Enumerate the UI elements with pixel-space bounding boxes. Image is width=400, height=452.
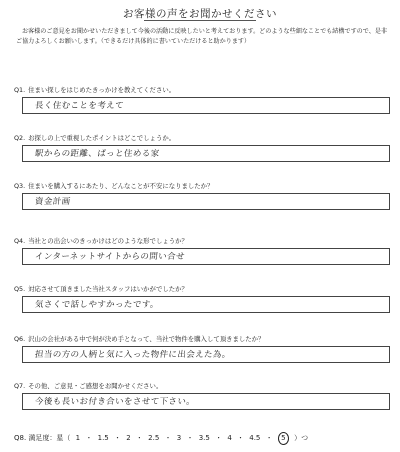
question-2 [14, 134, 392, 162]
rating-option[interactable]: 3.5 [198, 434, 210, 442]
question-3 [14, 182, 392, 210]
satisfaction-label: 満足度：星（ [28, 434, 71, 442]
question-6 [14, 335, 392, 363]
handwritten-answer: 長く住むことを考えて [34, 101, 125, 111]
question-text: 住まいを購入するにあたり、どんなことが不安になりましたか？ [28, 182, 214, 190]
question-1 [14, 86, 392, 114]
handwritten-answer: 駅からの距離、ぱっと住める家 [34, 149, 161, 159]
question-text: 沢山の会社がある中で何が決め手となって、当社で物件を購入して頂きましたか？ [28, 335, 265, 343]
answer-box[interactable] [22, 248, 390, 265]
question-number: Q4. [14, 237, 26, 245]
rating-option[interactable]: 2.5 [148, 434, 160, 442]
answer-box[interactable] [22, 145, 390, 162]
question-number: Q7. [14, 382, 26, 390]
title-underline [144, 20, 256, 21]
question-text: その他、ご意見・ご感想をお聞かせください。 [28, 382, 163, 390]
separator: ・ [186, 434, 194, 442]
question-text: 対応させて頂きました当社スタッフはいかがでしたか？ [28, 285, 188, 293]
separator: ・ [113, 434, 121, 442]
separator: ・ [85, 434, 93, 442]
separator: ・ [265, 434, 273, 442]
rating-option[interactable]: 3 [176, 434, 182, 442]
answer-box[interactable] [22, 296, 390, 313]
question-text: 当社との出会いのきっかけはどのような形でしょうか？ [28, 237, 188, 245]
separator: ・ [164, 434, 172, 442]
answer-box[interactable] [22, 393, 390, 410]
question-number: Q2. [14, 134, 26, 142]
question-number: Q1. [14, 86, 26, 94]
question-5 [14, 285, 392, 313]
rating-option-selected[interactable]: 5 [278, 432, 289, 445]
answer-box[interactable] [22, 346, 390, 363]
intro-text: お客様のご意見をお聞かせいただきまして今後の活動に反映したいと考えております。どのような些細なことでも結構ですので、是非ご協力よろしくお願いします。（できるだけ具体的に書いていただけると助かります） [16, 28, 388, 45]
question-number: Q5. [14, 285, 26, 293]
question-number: Q3. [14, 182, 26, 190]
rating-option[interactable]: 1.5 [97, 434, 109, 442]
question-8-satisfaction [14, 432, 392, 445]
question-text: 住まい探しをはじめたきっかけを教えてください。 [28, 86, 176, 94]
question-4 [14, 237, 392, 265]
handwritten-answer: 担当の方の人柄と気に入った物件に出会えた為。 [34, 350, 232, 360]
handwritten-answer: インターネットサイトからの問い合せ [34, 252, 186, 262]
rating-option[interactable]: 4 [227, 434, 232, 442]
question-text: お探しの上で重視したポイントはどこでしょうか。 [28, 134, 176, 142]
separator: ・ [135, 434, 143, 442]
handwritten-answer: 気さくで話しやすかったです。 [34, 300, 160, 310]
question-7 [14, 382, 392, 410]
satisfaction-suffix: ）つ [294, 434, 309, 442]
answer-box[interactable] [22, 97, 390, 114]
question-number: Q6. [14, 335, 26, 343]
rating-option[interactable]: 1 [75, 434, 81, 442]
handwritten-answer: 今後も長いお付き合いをさせて下さい。 [34, 397, 196, 407]
rating-option[interactable]: 2 [126, 434, 131, 442]
answer-box[interactable] [22, 193, 390, 210]
handwritten-answer: 資金計画 [34, 197, 72, 207]
rating-option[interactable]: 4.5 [249, 434, 261, 442]
question-number: Q8. [14, 434, 27, 442]
page-title: お客様の声をお聞かせください [123, 8, 277, 20]
separator: ・ [215, 434, 223, 442]
separator: ・ [237, 434, 245, 442]
